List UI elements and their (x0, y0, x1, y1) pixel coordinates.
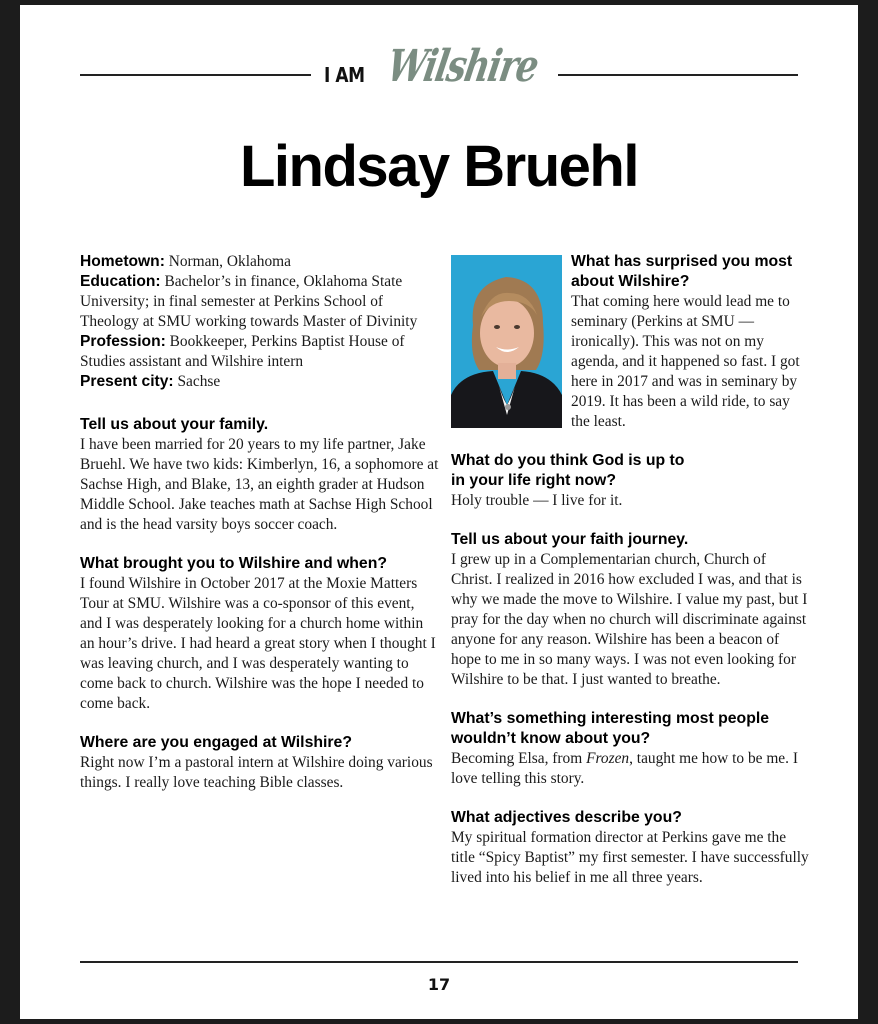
page-number: 17 (427, 975, 451, 994)
portrait-illustration (451, 255, 562, 428)
answer: I have been married for 20 years to my life partner, Jake Bruehl. We have two kids: Kimberlyn, 16, a sophomore at Sachse High, and Blake, 13, an eighth grader at Hudson Middle School. Jake teaches math at Sachse High School and is the head varsity boys soccer coach. (80, 436, 439, 533)
qa-adjectives (451, 808, 811, 888)
qa-faith-journey (451, 530, 811, 690)
masthead-prefix: I AM (324, 63, 365, 87)
qa-god-up-to (451, 451, 811, 511)
right-column (451, 252, 811, 907)
movie-title: Frozen (586, 750, 630, 767)
fact-value: Norman, Oklahoma (168, 253, 291, 270)
answer: I grew up in a Complementarian church, Church of Christ. I realized in 2016 how excluded I was, and that is why we made the move to Wilshire. I value my past, but I pray for the day when no church will discriminate against anyone for any reason. Wilshire has been a beacon of hope to me in so many ways. I was not even looking for Wilshire to be that. I just wanted to breathe. (451, 551, 808, 688)
fact-education (80, 272, 440, 332)
fact-label: Hometown: (80, 253, 165, 270)
question: What brought you to Wilshire and when? (80, 555, 387, 572)
magazine-page (20, 5, 858, 1019)
masthead-rule-left (80, 74, 311, 76)
fact-value: Bookkeeper, Perkins Baptist House of Studies assistant and Wilshire intern (80, 333, 405, 370)
qa-what-brought-you (80, 554, 440, 714)
qa-family (80, 415, 440, 535)
answer: My spiritual formation director at Perkins gave me the title “Spicy Baptist” my first semester. I have successfully lived into his belief in me all three years. (451, 829, 809, 886)
fact-value: Sachse (177, 373, 221, 390)
photo-and-surprise (451, 252, 811, 432)
question: Tell us about your family. (80, 416, 269, 433)
answer: Holy trouble — I live for it. (451, 492, 623, 509)
footer-rule (80, 961, 798, 963)
answer (451, 749, 811, 789)
question: What has surprised you most about Wilshire? (571, 253, 793, 290)
qa-engaged (80, 733, 440, 793)
answer: I found Wilshire in October 2017 at the Moxie Matters Tour at SMU. Wilshire was a co-sponsor of this event, and I was desperately looking for a church home within an hour’s drive. I had heard a great story when I thought I was leaving church, and I was desperately wanting to come back to church. Wilshire was the hope I needed to come back. (80, 575, 436, 712)
masthead-rule-right (558, 74, 798, 76)
fact-label: Education: (80, 273, 161, 290)
question: What do you think God is up to in your life right now? (451, 452, 685, 489)
question: Where are you engaged at Wilshire? (80, 734, 352, 751)
fact-list (80, 252, 440, 392)
profile-name: Lindsay Bruehl (240, 134, 638, 199)
fact-profession (80, 332, 440, 372)
fact-value: Bachelor’s in finance, Oklahoma State University; in final semester at Perkins School of Theology at SMU working towards Master of Divinity (80, 273, 418, 330)
left-column (80, 252, 440, 812)
portrait-photo (451, 255, 562, 428)
answer: Right now I’m a pastoral intern at Wilshire doing various things. I really love teaching Bible classes. (80, 754, 433, 791)
question: Tell us about your faith journey. (451, 531, 689, 548)
answer: That coming here would lead me to seminary (Perkins at SMU — ironically). This was not on my agenda, and it happened so fast. I got here in 2017 and was in seminary by 2019. It has been a wild ride, to say the least. (571, 293, 800, 430)
question: What’s something interesting most people wouldn’t know about you? (451, 710, 770, 747)
qa-surprised (571, 252, 811, 432)
fact-present-city (80, 372, 440, 392)
fact-label: Present city: (80, 373, 174, 390)
masthead (80, 41, 798, 105)
answer-text: Becoming Elsa, from (451, 750, 587, 767)
question: What adjectives describe you? (451, 809, 682, 826)
fact-hometown (80, 252, 440, 272)
qa-interesting (451, 709, 811, 789)
fact-label: Profession: (80, 333, 166, 350)
answer-text: , taught me how to be me. I love telling this story. (451, 750, 798, 787)
wilshire-logo: Wilshire (383, 41, 542, 92)
